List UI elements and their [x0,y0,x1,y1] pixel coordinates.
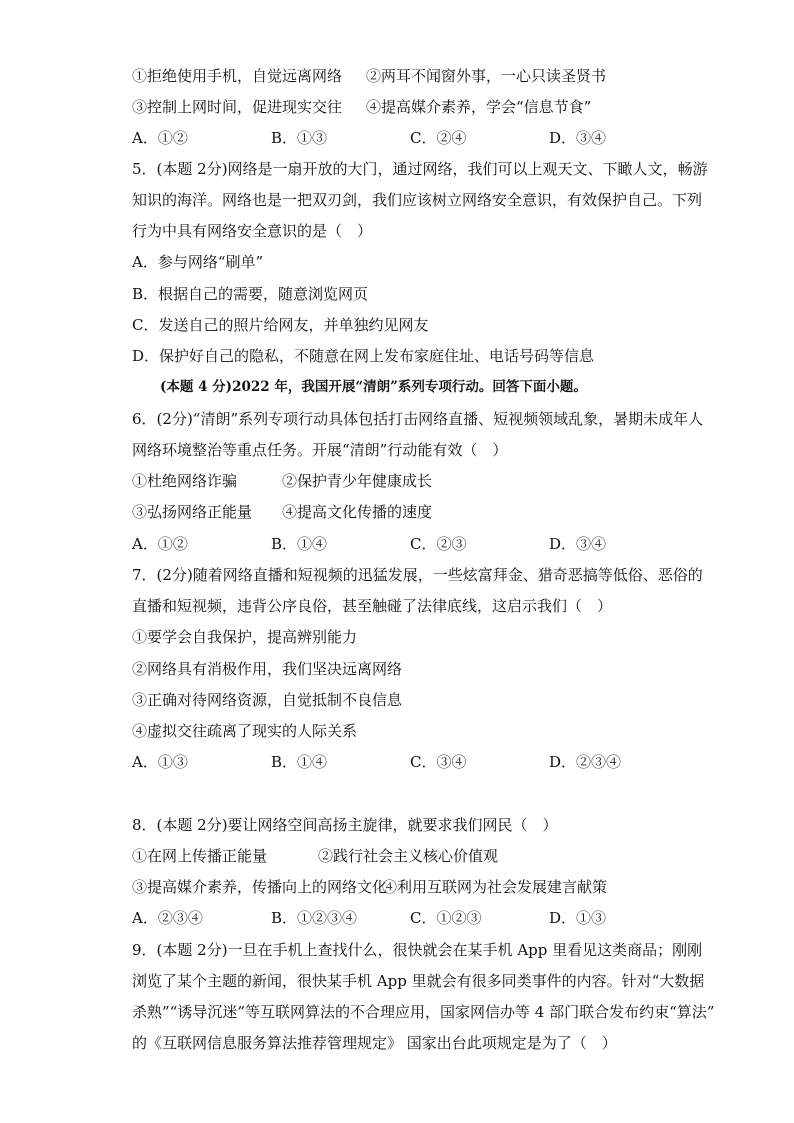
q7-item-1: ①要学会自我保护，提高辨别能力 [132,628,358,646]
q6-item-1: ①杜绝网络诈骗 [132,472,238,490]
q4-choice-c: C．②④ [410,129,467,147]
q6-item-2: ②保护青少年健康成长 [282,472,433,490]
group-note: (本题 4 分)2022 年，我国开展“清朗”系列专项行动。回答下面小题。 [160,379,587,395]
q8-choice-b: B．①②③④ [271,909,358,927]
q5-option-b: B．根据自己的需要，随意浏览网页 [132,285,369,303]
q4-item-1: ①拒绝使用手机，自觉远离网络 [132,67,343,85]
q8-stem: 8．(本题 2分)要让网络空间高扬主旋律，就要求我们网民（ ） [132,816,558,834]
q8-item-3: ③提高媒介素养，传播向上的网络文化 [132,878,388,896]
q6-stem-line-2: 网络环境整治等重点任务。开展“清朗”行动能有效（ ） [132,441,508,459]
q4-item-4: ④提高媒介素养，学会“信息节食” [366,98,592,116]
q7-choice-a: A．①③ [132,753,188,771]
q7-choice-d: D．②③④ [549,753,622,771]
q7-stem-line-1: 7．(2分)随着网络直播和短视频的迅猛发展，一些炫富拜金、猎奇恶搞等低俗、恶俗的 [132,566,703,584]
q4-item-3: ③控制上网时间，促进现实交往 [132,98,343,116]
q6-stem-line-1: 6．(2分)“清朗”系列专项行动具体包括打击网络直播、短视频领域乱象，暑期未成年人 [132,410,704,428]
q8-item-2: ②践行社会主义核心价值观 [318,847,499,865]
q9-stem-line-2: 浏览了某个主题的新闻，很快某手机 App 里就会有很多同类事件的内容。针对“大数据 [132,972,705,990]
q4-choice-a: A．①② [132,129,188,147]
q6-item-3: ③弘扬网络正能量 [132,503,253,521]
q7-item-3: ③正确对待网络资源，自觉抵制不良信息 [132,691,403,709]
q9-stem-line-3: 杀熟”“诱导沉迷”等互联网算法的不合理应用，国家网信办等 4 部门联合发布约束“算法” [132,1003,715,1021]
q4-item-2: ②两耳不闻窗外事，一心只读圣贤书 [366,67,607,85]
q6-choice-c: C．②③ [410,535,467,553]
q7-choice-b: B．①④ [271,753,328,771]
q5-stem-line-3: 行为中具有网络安全意识的是（ ） [132,222,373,240]
q7-choice-c: C．③④ [410,753,467,771]
q5-stem-line-2: 知识的海洋。网络也是一把双刃剑，我们应该树立网络安全意识，有效保护自己。下列 [132,191,703,209]
q8-item-1: ①在网上传播正能量 [132,847,268,865]
q6-item-4: ④提高文化传播的速度 [282,503,433,521]
q5-option-c: C．发送自己的照片给网友，并单独约见网友 [132,316,429,334]
q7-item-2: ②网络具有消极作用，我们坚决远离网络 [132,660,403,678]
q4-choice-d: D．③④ [549,129,607,147]
q6-choice-d: D．③④ [549,535,607,553]
q4-choice-b: B．①③ [271,129,328,147]
q7-item-4: ④虚拟交往疏离了现实的人际关系 [132,722,358,740]
q8-item-4: ④利用互联网为社会发展建言献策 [382,878,608,896]
q7-stem-line-2: 直播和短视频，违背公序良俗，甚至触碰了法律底线，这启示我们（ ） [132,597,613,615]
q8-choice-d: D．①③ [549,909,607,927]
q6-choice-b: B．①④ [271,535,328,553]
q5-option-d: D．保护好自己的隐私，不随意在网上发布家庭住址、电话号码等信息 [132,347,595,365]
q5-stem-line-1: 5．(本题 2分)网络是一扇开放的大门，通过网络，我们可以上观天文、下瞰人文，畅游 [132,160,708,178]
q5-option-a: A．参与网络“刷单” [132,253,264,271]
q6-choice-a: A．①② [132,535,188,553]
q8-choice-a: A．②③④ [132,909,203,927]
q9-stem-line-1: 9．(本题 2分)一旦在手机上查找什么，很快就会在某手机 App 里看见这类商品；刚刚 [132,941,703,959]
q9-stem-line-4: 的《互联网信息服务算法推荐管理规定》 国家出台此项规定是为了（ ） [132,1034,617,1052]
q8-choice-c: C．①②③ [410,909,482,927]
